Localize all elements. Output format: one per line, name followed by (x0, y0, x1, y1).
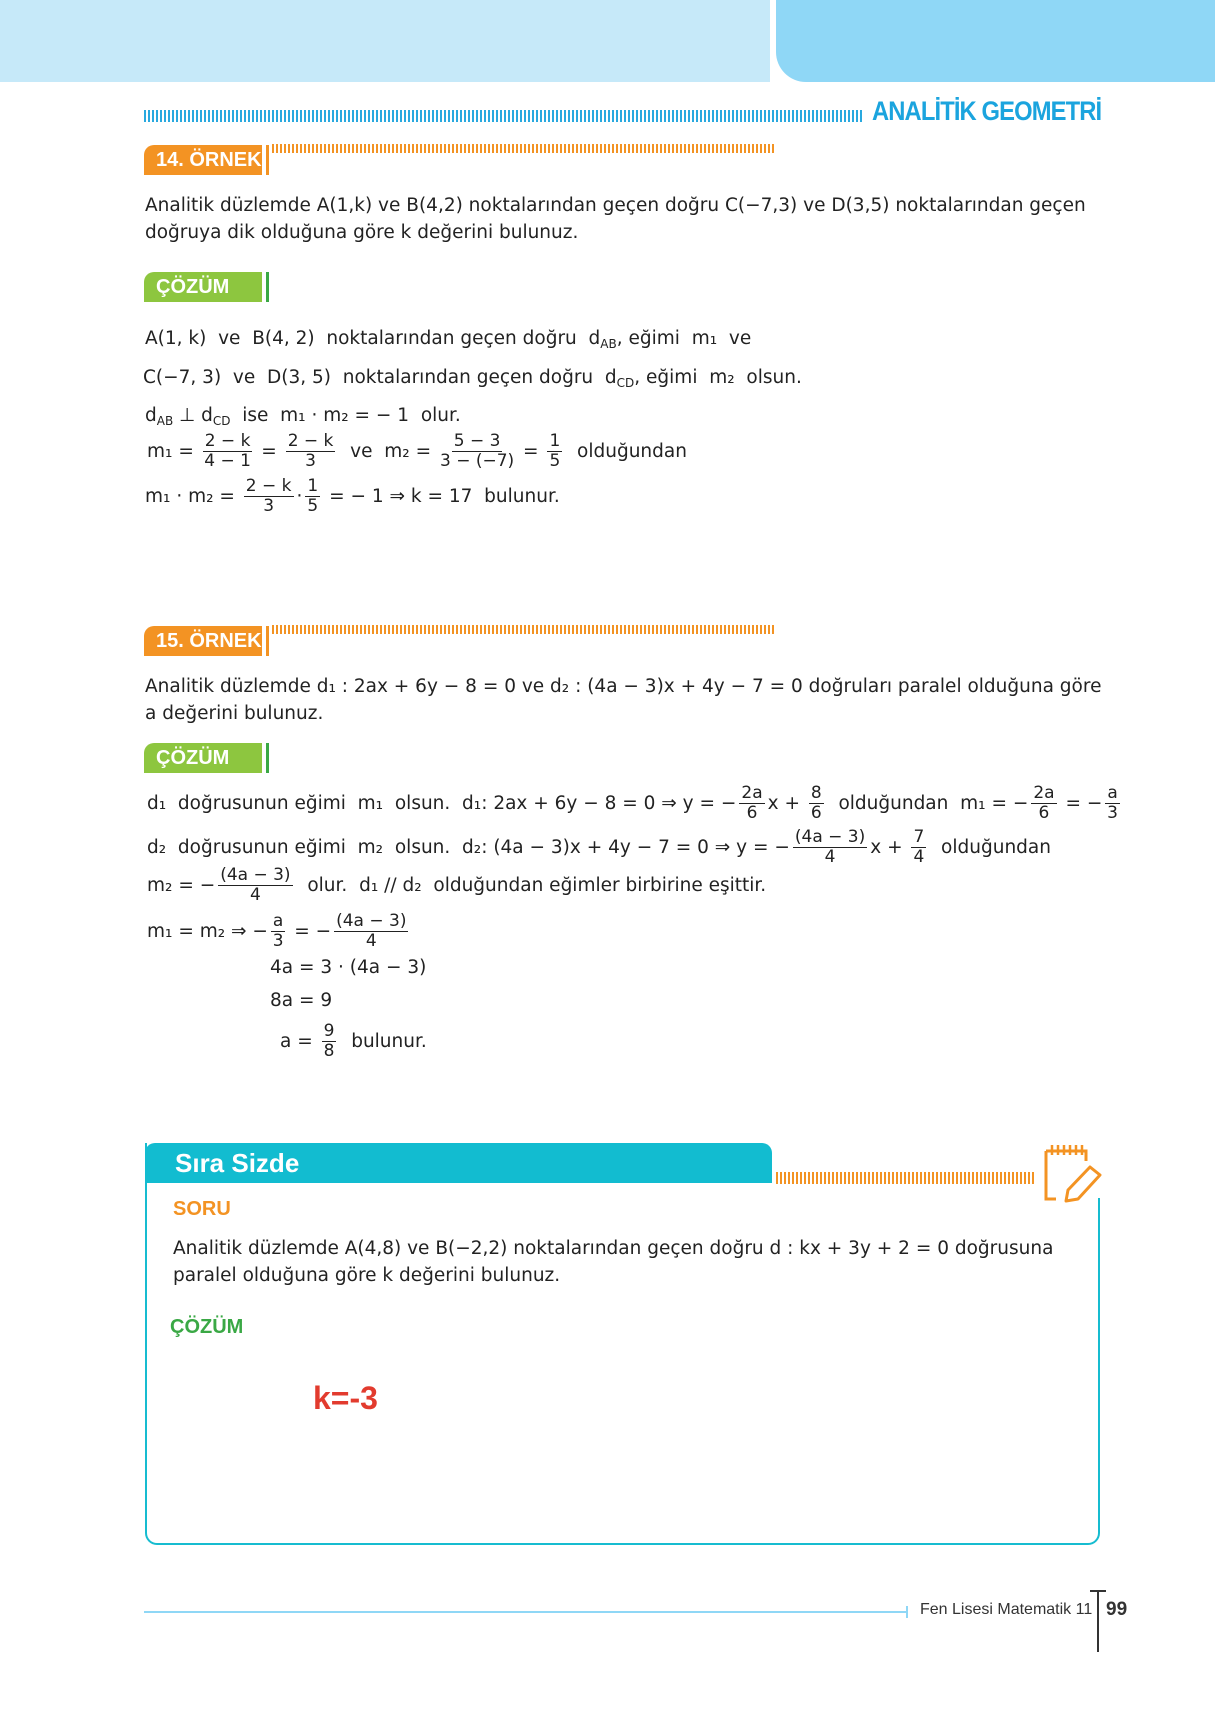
solution-line (145, 477, 560, 516)
math-text: 4a = 3 · (4a − 3) (270, 957, 427, 978)
denominator: 3 (272, 931, 284, 951)
math-text: = − 1 ⇒ k = 17 bulunur. (323, 486, 560, 507)
math-text: bulunur. (339, 1031, 427, 1052)
numerator: 1 (307, 476, 319, 496)
numerator: (4a − 3) (794, 827, 866, 847)
math-text: 8a = 9 (270, 990, 333, 1011)
math-text: = − (1059, 793, 1103, 814)
denominator: 3 (1107, 803, 1118, 823)
math-text: = (517, 441, 545, 462)
denominator: 8 (323, 1041, 335, 1061)
denominator: 4 (249, 885, 261, 905)
fraction (911, 828, 926, 867)
math-text: , eğimi m₁ ve (616, 328, 752, 349)
math-text: = (255, 441, 283, 462)
header-band-right (776, 0, 1215, 82)
fraction (305, 477, 320, 516)
subscript: AB (156, 413, 174, 428)
solution-line (147, 784, 1123, 823)
example-14-solution-badge: ÇÖZÜM (144, 272, 266, 302)
math-text: a = (280, 1031, 319, 1052)
example-15-solution-badge: ÇÖZÜM (144, 743, 266, 773)
fraction (1105, 784, 1119, 823)
fraction (203, 432, 253, 471)
denominator: 6 (1038, 803, 1050, 823)
math-text: = − (288, 921, 332, 942)
solution-line (280, 1022, 427, 1061)
math-text: C(−7, 3) ve D(3, 5) noktalarından geçen doğru d (143, 367, 617, 388)
denominator: 3 (305, 451, 316, 471)
footer-book-title: Fen Lisesi Matematik 11 (920, 1601, 1093, 1618)
math-text: olduğundan (565, 441, 687, 462)
box-right-border (1098, 1198, 1100, 1528)
fraction (271, 912, 285, 951)
solution-line (145, 405, 461, 426)
math-text: · (296, 486, 303, 507)
solution-line (147, 866, 766, 905)
denominator: 5 (549, 451, 561, 471)
solution-line (147, 432, 687, 471)
sira-sizde-title: Sıra Sizde (145, 1143, 772, 1183)
solution-line (143, 367, 802, 388)
numerator: (4a − 3) (220, 865, 291, 885)
math-text: x + (870, 837, 909, 858)
fraction (286, 432, 336, 471)
fraction (739, 784, 764, 823)
example-14-question: Analitik düzlemde A(1,k) ve B(4,2) noktalarından geçen doğru C(−7,3) ve D(3,5) noktalarından geçen doğruya dik olduğuna göre k değerini bulunuz. (145, 195, 1086, 243)
math-text: m₂ = − (147, 875, 216, 896)
denominator: 4 (824, 847, 836, 867)
footer-line-end (906, 1606, 908, 1618)
fraction (547, 432, 562, 471)
numerator: a (272, 911, 284, 931)
numerator: 7 (913, 827, 925, 847)
numerator: 1 (549, 431, 561, 451)
math-text: olduğundan m₁ = − (826, 793, 1029, 814)
denominator: 4 (913, 847, 925, 867)
fraction (322, 1022, 337, 1061)
fraction (334, 912, 408, 951)
footer-divider-top (1090, 1590, 1106, 1592)
solution-line (270, 957, 426, 978)
fraction (809, 784, 824, 823)
page-number: 99 (1106, 1599, 1128, 1620)
denominator: 6 (810, 803, 822, 823)
math-text: , eğimi m₂ olsun. (634, 367, 802, 388)
footer-line (144, 1611, 908, 1613)
subscript: CD (212, 413, 231, 428)
denominator: 3 (263, 496, 275, 516)
numerator: 2a (741, 783, 763, 803)
denominator: 5 (307, 496, 319, 516)
handwritten-answer[interactable]: k=-3 (313, 1380, 378, 1416)
numerator: 8 (810, 783, 822, 803)
math-text: olur. d₁ ∕∕ d₂ olduğundan eğimler birbirine eşittir. (295, 875, 767, 896)
example-14-badge: 14. ÖRNEK (144, 145, 266, 175)
example-15-question: Analitik düzlemde d₁ : 2ax + 6y − 8 = 0 ve d₂ : (4a − 3)x + 4y − 7 = 0 doğruları paralel olduğuna göre a değerini bulunuz. (145, 676, 1102, 724)
numerator: (4a − 3) (336, 911, 407, 931)
example-14-dotted-line (272, 144, 774, 153)
numerator: 2a (1033, 783, 1055, 803)
numerator: 2 − k (245, 476, 292, 496)
numerator: 2 − k (204, 431, 251, 451)
math-text: d (145, 405, 157, 426)
subscript: CD (616, 375, 635, 390)
sira-sizde-box (145, 1143, 1100, 1545)
header-band-left (0, 0, 770, 82)
fraction (793, 828, 867, 867)
chapter-title: ANALİTİK GEOMETRİ (872, 96, 1102, 126)
solution-line (145, 328, 751, 349)
footer-divider (1097, 1590, 1099, 1652)
denominator: 3 − (−7) (439, 451, 515, 471)
numerator: a (1107, 783, 1118, 803)
fraction (1031, 784, 1056, 823)
sira-sizde-dotted-line (776, 1172, 1036, 1184)
sira-sizde-solution-label: ÇÖZÜM (170, 1316, 244, 1338)
math-text: ise m₁ · m₂ = − 1 olur. (230, 405, 461, 426)
denominator: 4 − 1 (204, 451, 251, 471)
header-dotted-line (144, 110, 862, 122)
math-text: A(1, k) ve B(4, 2) noktalarından geçen doğru d (145, 328, 601, 349)
math-text: d₂ doğrusunun eğimi m₂ olsun. d₂: (4a − 3)x + 4y − 7 = 0 ⇒ y = − (147, 837, 790, 858)
denominator: 6 (746, 803, 758, 823)
math-text: m₁ = (147, 441, 200, 462)
example-15-badge: 15. ÖRNEK (144, 626, 266, 656)
math-text: d₁ doğrusunun eğimi m₁ olsun. d₁: 2ax + 6y − 8 = 0 ⇒ y = − (147, 793, 737, 814)
numerator: 9 (323, 1021, 335, 1041)
subscript: AB (600, 336, 617, 351)
sira-sizde-question: Analitik düzlemde A(4,8) ve B(−2,2) noktalarından geçen doğru d : kx + 3y + 2 = 0 doğrusuna paralel olduğuna göre k değerini bulunuz. (173, 1238, 1054, 1286)
soru-label: SORU (173, 1198, 231, 1220)
fraction (440, 432, 514, 471)
math-text: ⊥ d (173, 405, 213, 426)
math-text: ve m₂ = (338, 441, 437, 462)
solution-line (270, 990, 332, 1011)
numerator: 5 − 3 (453, 431, 501, 451)
example-15-dotted-line (272, 625, 774, 634)
notepad-pencil-icon (1042, 1143, 1104, 1203)
solution-line (147, 912, 411, 951)
math-text: m₁ = m₂ ⇒ − (147, 921, 268, 942)
numerator: 2 − k (287, 431, 334, 451)
denominator: 4 (365, 931, 377, 951)
fraction (218, 866, 292, 905)
solution-line (147, 828, 1051, 867)
math-text: x + (767, 793, 806, 814)
fraction (244, 477, 294, 516)
math-text: olduğundan (929, 837, 1051, 858)
math-text: m₁ · m₂ = (145, 486, 241, 507)
